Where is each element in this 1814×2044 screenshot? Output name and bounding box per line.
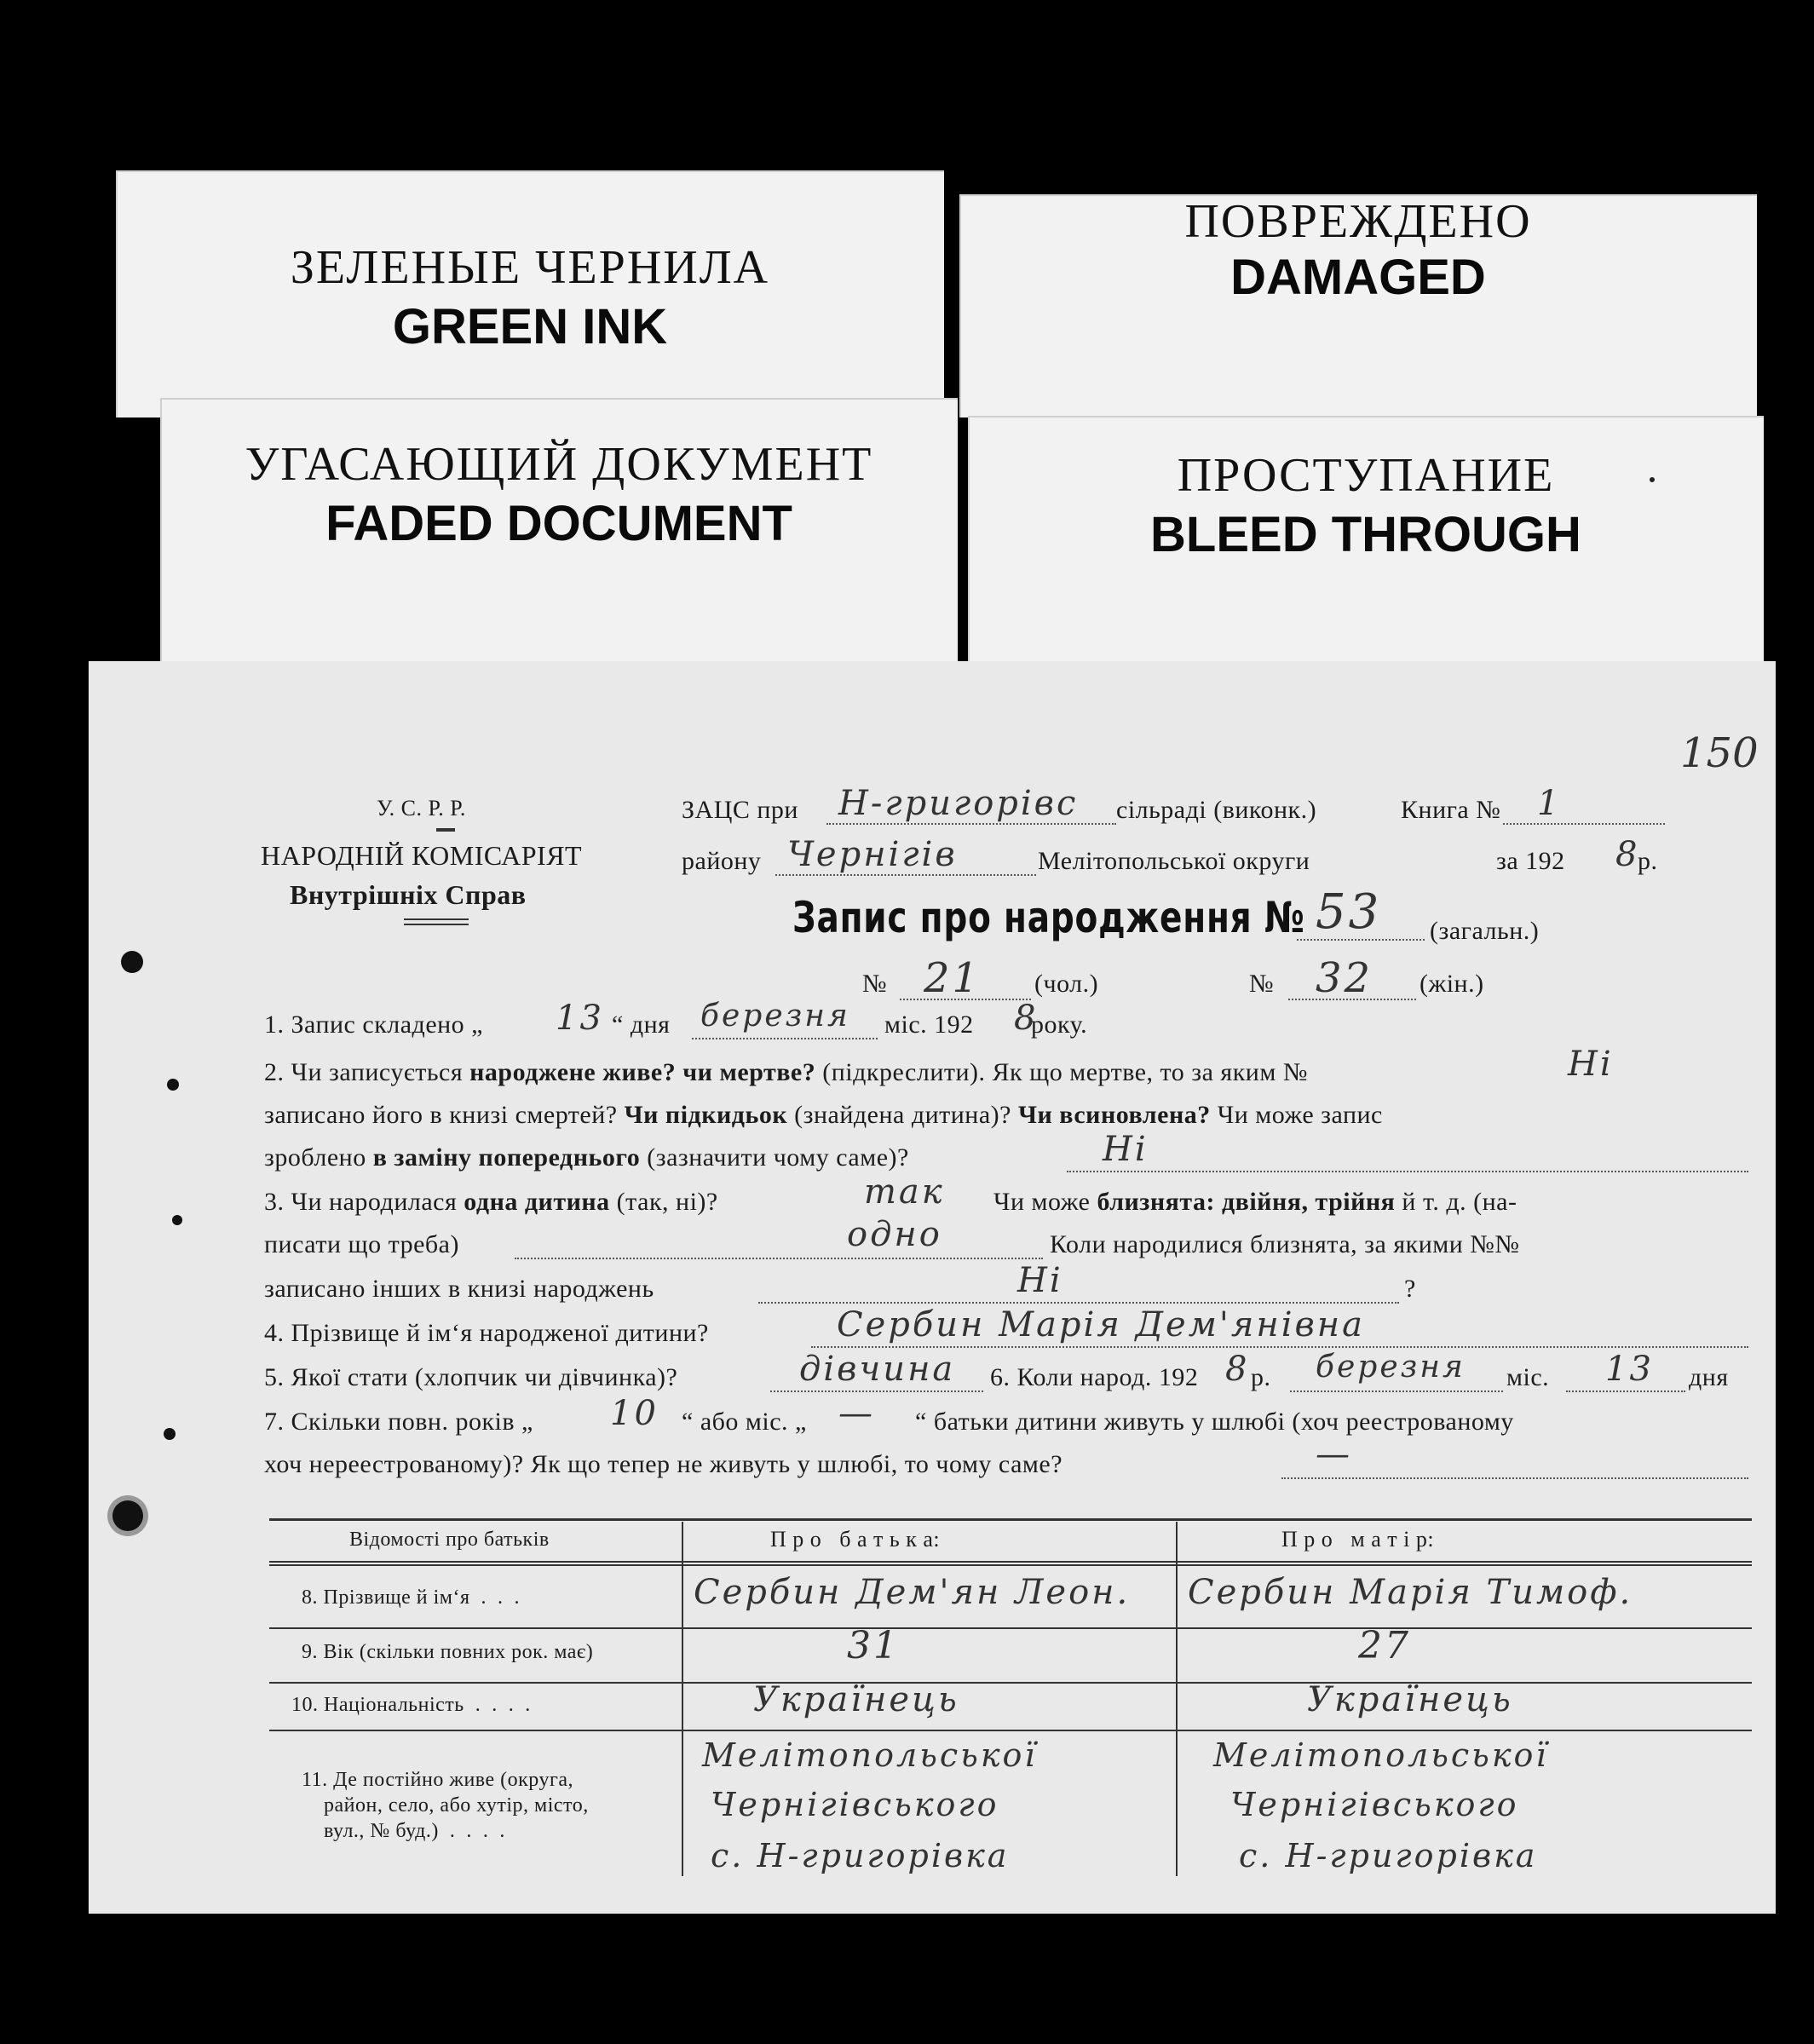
green-ink-en: GREEN INK — [392, 299, 668, 354]
q7-line2: хоч нереестрованому)? Як що тепер не живуть у шлюбі, то чому саме? — [264, 1450, 1063, 1478]
q1-day-handwritten: 13 — [556, 999, 604, 1038]
damaged-en: DAMAGED — [1230, 250, 1486, 305]
district-label: району — [682, 847, 762, 875]
field-line — [770, 1390, 983, 1392]
mother-nationality-handwritten: Українець — [1307, 1680, 1513, 1719]
field-line — [775, 874, 1036, 876]
q1-label-c: міс. 192 — [884, 1010, 974, 1039]
field-line — [1503, 823, 1665, 825]
q1-year-handwritten: 8 — [1014, 999, 1039, 1038]
q2-line3-handwritten: Ні — [1103, 1130, 1149, 1169]
q1-month-handwritten: березня — [700, 999, 850, 1034]
mother-name-handwritten: Сербин Марія Тимоф. — [1188, 1573, 1633, 1612]
female-number-handwritten: 32 — [1316, 954, 1373, 1002]
q3-line1-handwritten: так — [864, 1172, 945, 1212]
q3-line1-a: 3. Чи народилася — [264, 1188, 464, 1216]
record-number-suffix: (загальн.) — [1430, 917, 1540, 945]
q7-line2-handwritten: — — [1316, 1435, 1352, 1474]
q6-day-handwritten: 13 — [1605, 1350, 1654, 1389]
divider — [404, 918, 469, 920]
q6-r: р. — [1251, 1363, 1271, 1391]
q1-label-d: року. — [1031, 1010, 1088, 1039]
father-address-handwritten-3: с. Н-григорівка — [711, 1837, 1010, 1874]
q3-line3-b: ? — [1404, 1275, 1416, 1303]
table-header-mother: П р о м а т і р: — [1281, 1527, 1435, 1552]
q2-line1 — [264, 1058, 1308, 1087]
male-suffix: (чол.) — [1034, 970, 1099, 998]
q5-handwritten: дівчина — [799, 1350, 956, 1389]
dept-label: Внутрішніх Справ — [290, 879, 527, 910]
field-line — [826, 823, 1116, 825]
field-line — [811, 1346, 1748, 1348]
male-number-handwritten: 21 — [924, 954, 982, 1002]
birth-record-sheet — [89, 661, 1776, 1914]
punch-hole — [121, 951, 143, 973]
q7-label-b: “ або міс. „ — [682, 1408, 807, 1436]
row-age-label: 9. Вік (скільки повних рок. має) — [302, 1641, 594, 1663]
faded-ru: УГАСАЮЩИЙ ДОКУМЕНТ — [245, 438, 873, 491]
field-line — [692, 1038, 878, 1039]
table-col-rule — [1176, 1522, 1178, 1876]
q1-label-a: 1. Запис складено „ — [264, 1010, 483, 1039]
q2-line2-e: Чи може запис — [1210, 1101, 1383, 1129]
female-number-label: № — [1249, 970, 1275, 998]
field-line — [1288, 999, 1416, 1000]
q2-line3 — [264, 1143, 909, 1172]
mother-address-handwritten-2: Чернігівського — [1230, 1786, 1519, 1823]
book-handwritten: 1 — [1537, 784, 1562, 823]
father-name-handwritten: Сербин Дем'ян Леон. — [694, 1573, 1131, 1612]
zags-suffix: сільраді (виконк.) — [1116, 796, 1317, 824]
q2-line2-c: (знайдена дитина)? — [787, 1101, 1018, 1129]
q3-line1-b: одна дитина — [464, 1188, 610, 1216]
q6-year-handwritten: 8 — [1225, 1350, 1250, 1389]
field-line — [900, 999, 1031, 1000]
father-nationality-handwritten: Українець — [753, 1680, 959, 1719]
q3-line3-a: записано інших в книзі народжень — [264, 1275, 654, 1303]
q5-label: 5. Якої стати (хлопчик чи дівчинка)? — [264, 1363, 678, 1391]
q3-line1-tail — [993, 1188, 1517, 1217]
damaged-ru: ПОВРЕЖДЕНО — [1184, 195, 1532, 248]
q2-line2-d: Чи всиновлена? — [1017, 1101, 1211, 1129]
field-line — [1566, 1390, 1685, 1392]
q3-line3-handwritten: Ні — [1017, 1261, 1063, 1300]
page-number: 150 — [1680, 729, 1759, 777]
field-line — [1297, 939, 1425, 941]
table-top-rule — [269, 1518, 1752, 1521]
field-line — [1067, 1171, 1748, 1172]
q2-line2 — [264, 1101, 1383, 1130]
okrug-label: Мелітопольської округи — [1038, 847, 1310, 875]
q2-line1-c: (підкреслити). Як що мертве, то за яким № — [815, 1058, 1308, 1086]
q2-line1-b: народжене живе? чи мертве? — [469, 1058, 816, 1086]
male-number-label: № — [862, 970, 888, 998]
q2-line2-a: записано його в книзі смертей? — [264, 1101, 625, 1129]
usrr-label: У. С. Р. Р. — [377, 796, 466, 820]
bleed-through-card — [968, 416, 1764, 688]
green-ink-card — [116, 170, 944, 417]
table-row-rule — [269, 1682, 1752, 1684]
father-address-handwritten-1: Мелітопольської — [702, 1736, 1038, 1774]
table-header-rule — [269, 1561, 1752, 1563]
q3-line1-e: близнята: двійня, трійня — [1097, 1188, 1396, 1216]
row-nationality-label: 10. Національність . . . . — [291, 1694, 531, 1716]
punch-mark — [164, 1428, 176, 1440]
faded-en: FADED DOCUMENT — [325, 496, 792, 551]
q3-line1-c: (так, ні)? — [609, 1188, 718, 1216]
q6-mis: міс. — [1506, 1363, 1550, 1391]
q3-line2-a: писати що треба) — [264, 1230, 459, 1258]
faded-document-card — [160, 398, 958, 688]
divider — [404, 924, 469, 925]
q6-dnya: дня — [1689, 1363, 1729, 1391]
punch-mark — [172, 1215, 182, 1225]
q3-line2-b: Коли народилися близнята, за якими №№ — [1050, 1230, 1520, 1258]
table-header-father: П р о б а т ь к а: — [770, 1527, 941, 1552]
q7-label-a: 7. Скільки повн. років „ — [264, 1408, 533, 1436]
field-line — [758, 1302, 1399, 1304]
q3-line2-handwritten: одно — [847, 1215, 942, 1254]
year-handwritten: 8 — [1615, 835, 1640, 874]
speck-mark — [1650, 477, 1655, 482]
mother-address-handwritten-1: Мелітопольської — [1213, 1736, 1549, 1774]
father-age-handwritten: 31 — [847, 1624, 900, 1667]
father-address-handwritten-2: Чернігівського — [711, 1786, 999, 1823]
q2-line1-handwritten: Ні — [1568, 1045, 1614, 1084]
table-header-rule — [269, 1564, 1752, 1566]
village-handwritten: Н-григорівс — [838, 784, 1079, 823]
table-col-rule — [682, 1522, 683, 1876]
q2-line3-b: в заміну попереднього — [372, 1143, 641, 1172]
district-handwritten: Чернігів — [787, 835, 958, 874]
row-address-label-1: 11. Де постійно живе (округа, — [302, 1769, 573, 1791]
table-header-info: Відомості про батьків — [349, 1529, 550, 1551]
q6-month-handwritten: березня — [1316, 1350, 1466, 1385]
zags-prefix: ЗАЦС при — [682, 796, 798, 824]
q7-months-handwritten: — — [838, 1394, 875, 1433]
table-row-rule — [269, 1627, 1752, 1629]
q2-line3-a: зроблено — [264, 1143, 373, 1172]
record-number-handwritten: 53 — [1316, 884, 1382, 940]
green-ink-ru: ЗЕЛЕНЫЕ ЧЕРНИЛА — [290, 241, 770, 294]
q7-label-c: “ батьки дитини живуть у шлюбі (хоч реестрованому — [915, 1408, 1514, 1436]
field-line — [1290, 1390, 1503, 1392]
field-line — [515, 1258, 1043, 1259]
q2-line3-c: (зазначити чому саме)? — [640, 1143, 909, 1172]
mother-age-handwritten: 27 — [1358, 1624, 1411, 1667]
row-address-label-3: вул., № буд.) . . . . — [324, 1820, 505, 1842]
q2-line2-b: Чи підкидьок — [624, 1101, 788, 1129]
table-row-rule — [269, 1730, 1752, 1731]
q4-label: 4. Прізвище й ім‘я народженої дитини? — [264, 1319, 709, 1347]
mother-address-handwritten-3: с. Н-григорівка — [1239, 1837, 1538, 1874]
q3-line1 — [264, 1188, 718, 1217]
year-label: за 192 — [1496, 847, 1565, 875]
field-line — [1281, 1477, 1748, 1479]
book-label: Книга № — [1401, 796, 1501, 824]
punch-mark — [167, 1079, 179, 1091]
q6-label: 6. Коли народ. 192 — [990, 1363, 1199, 1391]
female-suffix: (жін.) — [1420, 970, 1484, 998]
commissariat-label: НАРОДНІЙ КОМІСАРІЯТ — [261, 840, 583, 871]
q2-line1-a: 2. Чи записується — [264, 1058, 470, 1086]
row-name-label: 8. Прізвище й ім‘я . . . — [302, 1586, 521, 1609]
q3-line1-f: й т. д. (на- — [1395, 1188, 1517, 1216]
record-title: Запис про народження № — [792, 893, 1305, 942]
punch-hole — [112, 1500, 143, 1531]
q1-label-b: “ дня — [612, 1010, 671, 1039]
bleed-ru: ПРОСТУПАНИЕ — [1177, 449, 1555, 502]
q3-line1-d: Чи може — [993, 1188, 1097, 1216]
q7-years-handwritten: 10 — [610, 1394, 659, 1433]
year-suffix: р. — [1638, 847, 1658, 875]
damaged-card — [959, 194, 1757, 417]
row-address-label-2: район, село, або хутір, місто, — [324, 1794, 589, 1817]
bleed-en: BLEED THROUGH — [1150, 507, 1581, 562]
divider — [436, 828, 455, 832]
q4-handwritten: Сербин Марія Дем'янівна — [837, 1305, 1365, 1344]
